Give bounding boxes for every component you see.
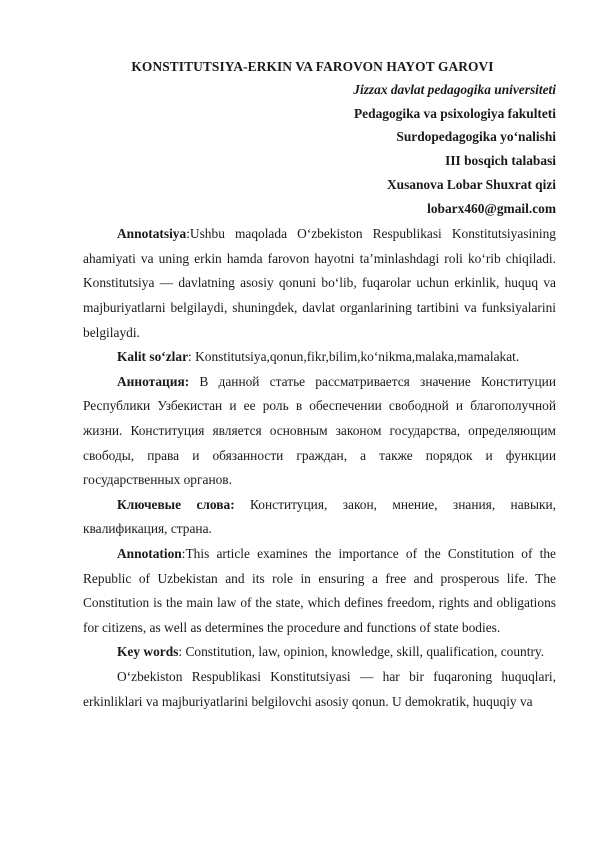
keywords-ru-text: Конституция, закон, мнение, знания, навыки, квалификация, страна. — [83, 496, 556, 537]
annotation-en-text: :This article examines the importance of the Constitution of the Republic of Uzbekistan and its role in ensuring a free and prosperous life. The Constitution is the main law of the state, which defines freedom, rights and obligations for citizens, as well as determines the procedure and functions of state bodies. — [83, 545, 556, 635]
keywords-uz-text: : Konstitutsiya,qonun,fikr,bilim,ko‘nikma,malaka,mamalakat. — [188, 349, 520, 365]
annotation-ru-label: Аннотация: — [117, 373, 190, 389]
annotation-uz-text: :Ushbu maqolada O‘zbekiston Respublikasi Konstitutsiyasining ahamiyati va uning erkin hamda farovon hayotni ta’minlashdagi roli ko‘rib chiqiladi. Konstitutsiya — davlatning asosiy qonuni bo‘lib, fuqarolar uchun erkinlik, huquq va majburiyatlarni belgilaydi, shuningdek, davlat organlarining tartibini va funksiyalarini belgilaydi. — [83, 226, 556, 340]
annotation-uz — [83, 222, 556, 345]
annotation-en-label: Annotation — [117, 545, 182, 561]
article-title: KONSTITUTSIYA-ERKIN VA FAROVON HAYOT GAROVI — [131, 59, 494, 74]
annotation-uz-label: Annotatsiya — [117, 226, 187, 242]
annotation-ru — [83, 370, 556, 493]
keywords-en — [83, 640, 556, 665]
author-department: Surdopedagogika yo‘nalishi — [396, 129, 556, 145]
annotation-en — [83, 542, 556, 640]
annotation-ru-text: В данной статье рассматривается значение Конституции Республики Узбекистан и ее роль в обеспечении свободной и благополучной жизни. Конституция является основным законом государства, определяющим свободы, права и обязанности граждан, а также порядок и функции государственных органов. — [83, 373, 556, 488]
author-block — [83, 78, 556, 220]
keywords-uz — [83, 345, 556, 370]
keywords-uz-label: Kalit so‘zlar — [117, 349, 189, 365]
author-name: Xusanova Lobar Shuxrat qizi — [386, 176, 556, 192]
keywords-en-text: : Constitution, law, opinion, knowledge, skill, qualification, country. — [178, 644, 545, 660]
author-university: Jizzax davlat pedagogika universiteti — [353, 82, 556, 97]
body-paragraph-1: O‘zbekiston Respublikasi Konstitutsiyasi — har bir fuqaroning huquqlari, erkinliklari va majburiyatlarini belgilovchi asosiy qonun. U demokratik, huquqiy va — [83, 668, 556, 709]
keywords-ru — [83, 493, 556, 542]
keywords-en-label: Key words — [117, 644, 179, 660]
keywords-ru-label: Ключевые слова: — [117, 496, 235, 512]
author-email: lobarx460@gmail.com — [427, 200, 556, 216]
author-faculty: Pedagogika va psixologiya fakulteti — [354, 105, 556, 121]
author-course: III bosqich talabasi — [445, 153, 556, 169]
